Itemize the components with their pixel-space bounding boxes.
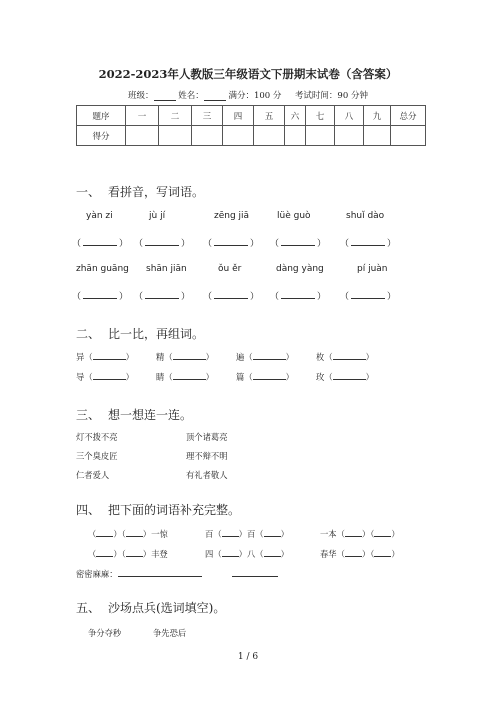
score-header-cell: 题序 bbox=[77, 106, 126, 126]
score-row bbox=[77, 126, 426, 146]
total-score: 满分：100 分 bbox=[228, 91, 282, 101]
idiom-blank[interactable]: （ ）（ ）一惊 bbox=[88, 529, 168, 539]
pinyin: jù jí bbox=[149, 211, 166, 221]
score-header-cell: 五 bbox=[254, 106, 285, 126]
pinyin: dàng yàng bbox=[276, 264, 324, 274]
pinyin: lüè guò bbox=[277, 211, 311, 221]
section-title: 想一想连一连。 bbox=[108, 408, 193, 422]
exam-meta bbox=[0, 89, 496, 101]
pinyin: yàn zi bbox=[86, 211, 113, 221]
pinyin: zēng jiā bbox=[214, 211, 250, 221]
section-1-heading bbox=[76, 183, 204, 200]
section-title: 沙场点兵(选词填空)。 bbox=[108, 601, 226, 615]
score-cell[interactable] bbox=[364, 126, 391, 146]
score-header-cell: 九 bbox=[364, 106, 391, 126]
compare-item[interactable]: 精（ ） bbox=[156, 352, 214, 362]
abab-label: 密密麻麻： bbox=[76, 569, 118, 579]
score-cell[interactable] bbox=[391, 126, 426, 146]
section-number: 四、 bbox=[76, 503, 101, 517]
pinyin: ǒu ěr bbox=[218, 264, 242, 274]
class-field[interactable] bbox=[154, 91, 176, 101]
section-3-heading bbox=[76, 406, 192, 423]
score-header-cell: 二 bbox=[159, 106, 192, 126]
score-table bbox=[76, 105, 426, 146]
score-cell[interactable] bbox=[335, 126, 364, 146]
match-right-item[interactable]: 理不辩不明 bbox=[186, 451, 228, 461]
section-5-heading bbox=[76, 599, 225, 616]
answer-blank[interactable]: （ ） bbox=[72, 239, 129, 249]
pinyin: shān jiān bbox=[146, 264, 187, 274]
pinyin: pí juàn bbox=[357, 264, 388, 274]
idiom-blank[interactable]: 春华（ ）（ ） bbox=[320, 549, 400, 559]
section-number: 二、 bbox=[76, 327, 101, 341]
section-number: 一、 bbox=[76, 185, 101, 199]
section-2-heading bbox=[76, 325, 204, 342]
answer-blank[interactable]: （ ） bbox=[203, 292, 260, 302]
score-cell[interactable] bbox=[159, 126, 192, 146]
match-left-item[interactable]: 三个臭皮匠 bbox=[76, 451, 118, 461]
compare-item[interactable]: 导（ ） bbox=[76, 372, 134, 382]
section-title: 把下面的词语补充完整。 bbox=[108, 503, 241, 517]
word-choice: 争先恐后 bbox=[153, 628, 187, 638]
match-right-item[interactable]: 顶个诸葛亮 bbox=[186, 432, 228, 442]
score-header-cell: 一 bbox=[126, 106, 159, 126]
compare-item[interactable]: 枚（ ） bbox=[316, 352, 374, 362]
score-cell[interactable] bbox=[306, 126, 335, 146]
score-header-cell: 总分 bbox=[391, 106, 426, 126]
answer-blank[interactable]: （ ） bbox=[203, 239, 260, 249]
document-title: 2022-2023年人教版三年级语文下册期末试卷（含答案） bbox=[98, 67, 398, 81]
compare-item[interactable]: 玫（ ） bbox=[316, 372, 374, 382]
section-title: 看拼音，写词语。 bbox=[108, 185, 205, 199]
exam-time: 考试时间：90 分钟 bbox=[294, 91, 368, 101]
answer-blank[interactable]: （ ） bbox=[270, 292, 327, 302]
answer-blank[interactable]: （ ） bbox=[340, 239, 397, 249]
score-header-cell: 八 bbox=[335, 106, 364, 126]
score-cell[interactable] bbox=[223, 126, 254, 146]
score-header-cell: 四 bbox=[223, 106, 254, 126]
score-header-cell: 六 bbox=[285, 106, 306, 126]
match-left-item[interactable]: 灯不拨不亮 bbox=[76, 432, 118, 442]
answer-blank[interactable]: （ ） bbox=[72, 292, 129, 302]
answer-blank[interactable]: （ ） bbox=[340, 292, 397, 302]
section-number: 五、 bbox=[76, 601, 101, 615]
idiom-blank[interactable]: 一本（ ）（ ） bbox=[320, 529, 400, 539]
class-label: 班级： bbox=[128, 91, 154, 101]
compare-item[interactable]: 篇（ ） bbox=[236, 372, 294, 382]
match-right-item[interactable]: 有礼者敬人 bbox=[186, 470, 228, 480]
score-cell[interactable] bbox=[254, 126, 285, 146]
score-header-row bbox=[77, 106, 426, 126]
abab-word-row bbox=[76, 568, 278, 580]
score-header-cell: 三 bbox=[192, 106, 223, 126]
score-header-cell: 七 bbox=[306, 106, 335, 126]
score-row-label: 得分 bbox=[77, 126, 126, 146]
score-cell[interactable] bbox=[192, 126, 223, 146]
idiom-blank[interactable]: 四（ ）八（ ） bbox=[205, 549, 289, 559]
word-choice: 争分夺秒 bbox=[88, 628, 122, 638]
section-title: 比一比，再组词。 bbox=[108, 327, 205, 341]
compare-item[interactable]: 遍（ ） bbox=[236, 352, 294, 362]
score-cell[interactable] bbox=[126, 126, 159, 146]
compare-item[interactable]: 异（ ） bbox=[76, 352, 134, 362]
pinyin: shuǐ dào bbox=[346, 211, 385, 221]
idiom-blank[interactable]: 百（ ）百（ ） bbox=[205, 529, 289, 539]
abab-blank[interactable] bbox=[232, 568, 278, 577]
name-label: 姓名： bbox=[178, 91, 204, 101]
section-number: 三、 bbox=[76, 408, 101, 422]
pinyin: zhān guāng bbox=[76, 264, 129, 274]
page-number: 1 / 6 bbox=[237, 652, 259, 662]
match-left-item[interactable]: 仁者爱人 bbox=[76, 470, 110, 480]
abab-blank[interactable] bbox=[118, 568, 202, 577]
score-cell[interactable] bbox=[285, 126, 306, 146]
section-4-heading bbox=[76, 501, 240, 518]
answer-blank[interactable]: （ ） bbox=[134, 292, 191, 302]
answer-blank[interactable]: （ ） bbox=[270, 239, 327, 249]
answer-blank[interactable]: （ ） bbox=[134, 239, 191, 249]
compare-item[interactable]: 睛（ ） bbox=[156, 372, 214, 382]
idiom-blank[interactable]: （ ）（ ）丰登 bbox=[88, 549, 168, 559]
name-field[interactable] bbox=[204, 91, 226, 101]
